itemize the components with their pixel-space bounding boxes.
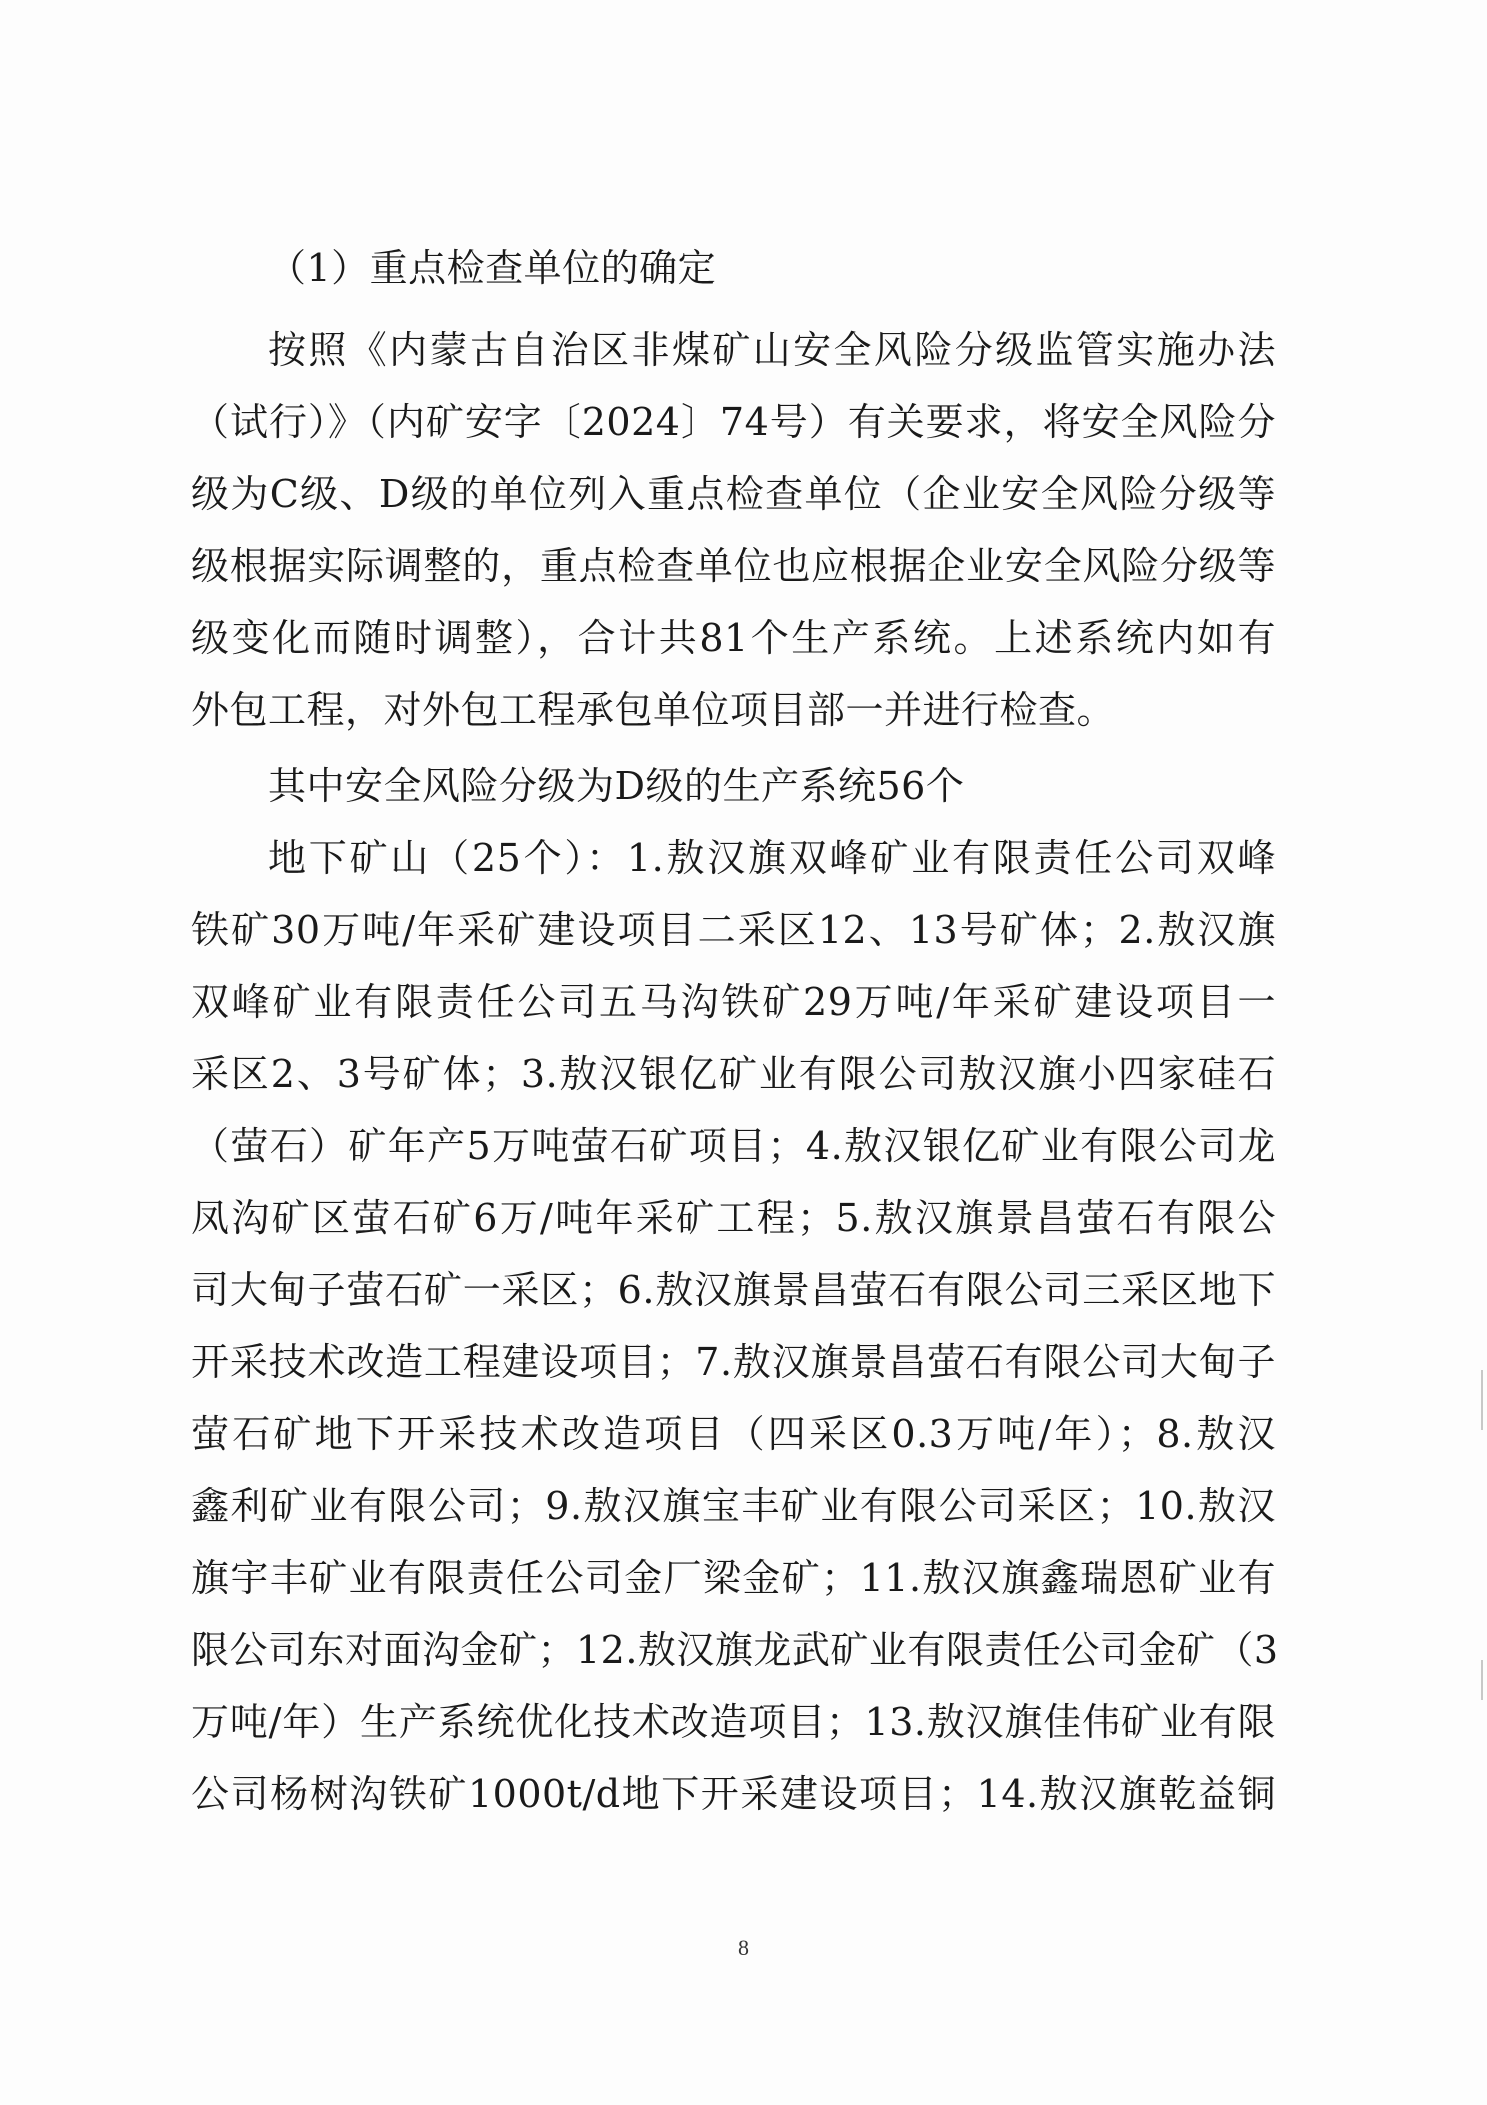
paragraph-line: 采区2、3号矿体；3.敖汉银亿矿业有限公司敖汉旗小四家硅石 [191, 1052, 1276, 1096]
paragraph-line: 凤沟矿区萤石矿6万/吨年采矿工程；5.敖汉旗景昌萤石有限公 [191, 1196, 1276, 1240]
paragraph-line: 万吨/年）生产系统优化技术改造项目；13.敖汉旗佳伟矿业有限 [191, 1700, 1276, 1744]
paragraph-line: 双峰矿业有限责任公司五马沟铁矿29万吨/年采矿建设项目一 [191, 980, 1276, 1024]
paragraph-line: 其中安全风险分级为D级的生产系统56个 [268, 764, 965, 808]
paragraph-line: 铁矿30万吨/年采矿建设项目二采区12、13号矿体；2.敖汉旗 [191, 908, 1276, 952]
paragraph-line: 旗宇丰矿业有限责任公司金厂梁金矿；11.敖汉旗鑫瑞恩矿业有 [191, 1556, 1276, 1600]
scan-edge-mark [1481, 1370, 1483, 1430]
paragraph-line: 级根据实际调整的，重点检查单位也应根据企业安全风险分级等 [191, 544, 1276, 588]
paragraph-line: 萤石矿地下开采技术改造项目（四采区0.3万吨/年）；8.敖汉 [191, 1412, 1276, 1456]
heading-key-inspection-units: （1）重点检查单位的确定 [268, 246, 717, 290]
paragraph-line: 公司杨树沟铁矿1000t/d地下开采建设项目；14.敖汉旗乾益铜 [191, 1772, 1276, 1816]
paragraph-line: 限公司东对面沟金矿；12.敖汉旗龙武矿业有限责任公司金矿（3 [191, 1628, 1279, 1672]
paragraph-line: （试行）》（内矿安字〔2024〕74号）有关要求，将安全风险分 [191, 400, 1276, 444]
paragraph-line: 开采技术改造工程建设项目；7.敖汉旗景昌萤石有限公司大甸子 [191, 1340, 1276, 1384]
paragraph-line: 级变化而随时调整），合计共81个生产系统。上述系统内如有 [191, 616, 1276, 660]
paragraph-line: 司大甸子萤石矿一采区；6.敖汉旗景昌萤石有限公司三采区地下 [191, 1268, 1276, 1312]
paragraph-line: （萤石）矿年产5万吨萤石矿项目；4.敖汉银亿矿业有限公司龙 [191, 1124, 1276, 1168]
paragraph-line: 级为C级、D级的单位列入重点检查单位（企业安全风险分级等 [191, 472, 1276, 516]
paragraph-line: 按照《内蒙古自治区非煤矿山安全风险分级监管实施办法 [268, 328, 1276, 372]
paragraph-line: 地下矿山（25个）：1.敖汉旗双峰矿业有限责任公司双峰 [268, 836, 1276, 880]
paragraph-line: 鑫利矿业有限公司；9.敖汉旗宝丰矿业有限公司采区；10.敖汉 [191, 1484, 1276, 1528]
scan-edge-mark [1481, 1660, 1483, 1700]
page-number: 8 [738, 1935, 749, 1960]
paragraph-line: 外包工程，对外包工程承包单位项目部一并进行检查。 [191, 688, 1116, 732]
